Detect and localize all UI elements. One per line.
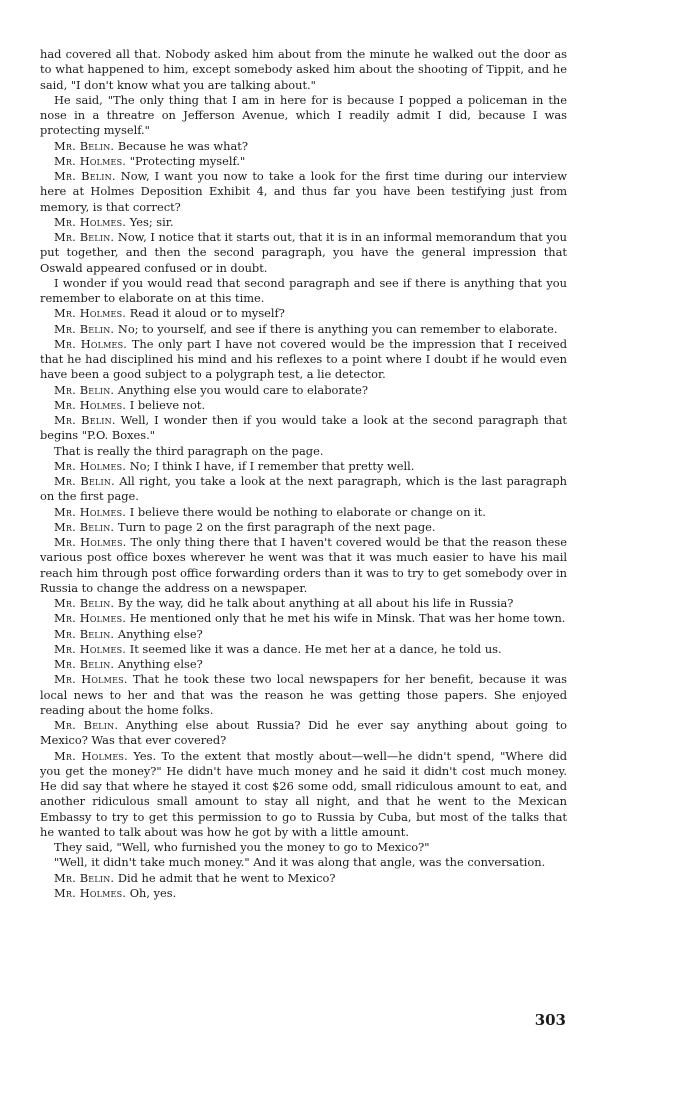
transcript-paragraph bbox=[40, 459, 567, 474]
speaker-label: Mr. Belin. bbox=[54, 718, 119, 732]
transcript-paragraph bbox=[40, 505, 567, 520]
transcript-paragraph bbox=[40, 657, 567, 672]
speaker-label: Mr. Holmes. bbox=[54, 214, 127, 229]
transcript-paragraph bbox=[40, 611, 567, 626]
paragraph-text: Did he admit that he went to Mexico? bbox=[117, 870, 336, 885]
speaker-label: Mr. Holmes. bbox=[54, 306, 127, 321]
paragraph-text: Anything else about Russia? Did he ever say anything about going to Mexico? Was that ever covered? bbox=[40, 718, 568, 748]
paragraph-text: Anything else you would care to elaborate? bbox=[117, 382, 369, 397]
paragraph-text: That is really the third paragraph on the page. bbox=[54, 443, 324, 458]
transcript-paragraph bbox=[40, 672, 567, 718]
speaker-label: Mr. Holmes. bbox=[54, 885, 127, 900]
speaker-label: Mr. Holmes. bbox=[54, 153, 127, 168]
speaker-label: Mr. Belin. bbox=[54, 382, 115, 397]
transcript-paragraph bbox=[40, 383, 567, 398]
speaker-label: Mr. Belin. bbox=[54, 657, 115, 671]
transcript-paragraph bbox=[40, 749, 567, 841]
speaker-label: Mr. Holmes. bbox=[54, 672, 128, 687]
paragraph-text: They said, "Well, who furnished you the money to go to Mexico?" bbox=[54, 840, 430, 854]
paragraph-text: That he took these two local newspapers for her benefit, because it was local news to her and that was the reason he was getting those papers. She enjoyed reading about the home folks. bbox=[40, 672, 567, 717]
paragraph-text: Anything else? bbox=[117, 657, 203, 671]
transcript-paragraph bbox=[40, 47, 567, 93]
transcript-paragraph bbox=[40, 413, 567, 444]
transcript-paragraph bbox=[40, 474, 567, 505]
paragraph-text: No; to yourself, and see if there is anything you can remember to elaborate. bbox=[117, 321, 558, 336]
transcript-paragraph bbox=[40, 520, 567, 535]
paragraph-text: Yes. To the extent that mostly about—well—he didn't spend, "Where did you get the money?" He didn't have much money and he said it didn't cost much money. He did say that where he stayed it cost $26 some odd, small ridiculous amount to eat, and another ridiculous small amount to stay all night, and that he went to the Mexican Embassy to try to get this permission to go to Russia by Cuba, but most of the talks that he wanted to talk about was how he got by with a little amount. bbox=[40, 748, 567, 839]
speaker-label: Mr. Holmes. bbox=[54, 611, 127, 626]
speaker-label: Mr. Holmes. bbox=[54, 504, 127, 519]
speaker-label: Mr. Belin. bbox=[54, 870, 115, 885]
paragraph-text: By the way, did he talk about anything at all about his life in Russia? bbox=[117, 596, 514, 610]
speaker-label: Mr. Holmes. bbox=[54, 397, 127, 412]
paragraph-text: Anything else? bbox=[117, 626, 203, 641]
speaker-label: Mr. Belin. bbox=[54, 413, 116, 427]
transcript-body bbox=[40, 47, 567, 901]
transcript-paragraph bbox=[40, 596, 567, 611]
transcript-paragraph bbox=[40, 337, 567, 383]
transcript-paragraph bbox=[40, 886, 567, 901]
transcript-paragraph bbox=[40, 215, 567, 230]
paragraph-text: I believe not. bbox=[129, 397, 206, 412]
speaker-label: Mr. Belin. bbox=[54, 138, 115, 153]
transcript-paragraph bbox=[40, 398, 567, 413]
speaker-label: Mr. Belin. bbox=[54, 230, 115, 244]
paragraph-text: Yes; sir. bbox=[129, 214, 174, 229]
paragraph-text: He said, "The only thing that I am in here for is because I popped a policeman in the nose in a threatre on Jefferson Avenue, which I readily admit I did, because I was protecting myself." bbox=[40, 92, 567, 138]
paragraph-text: Oh, yes. bbox=[129, 885, 177, 900]
transcript-paragraph bbox=[40, 840, 567, 855]
paragraph-text: "Well, it didn't take much money." And it was along that angle, was the conversation. bbox=[54, 855, 546, 870]
transcript-paragraph bbox=[40, 169, 567, 215]
paragraph-text: No; I think I have, if I remember that pretty well. bbox=[129, 458, 415, 473]
speaker-label: Mr. Belin. bbox=[54, 626, 115, 641]
paragraph-text: "Protecting myself." bbox=[129, 153, 246, 168]
speaker-label: Mr. Belin. bbox=[54, 321, 115, 336]
speaker-label: Mr. Holmes. bbox=[54, 641, 127, 656]
paragraph-text: I wonder if you would read that second paragraph and see if there is anything that you remember to elaborate on at this time. bbox=[40, 275, 567, 305]
transcript-paragraph bbox=[40, 444, 567, 459]
transcript-paragraph bbox=[40, 322, 567, 337]
transcript-paragraph bbox=[40, 306, 567, 321]
paragraph-text: The only thing there that I haven't covered would be that the reason these various post office boxes wherever he went was that it was much easier to have his mail reach him through post office forwarding orders than it was to try to get somebody over in Russia to change the address on a newspaper. bbox=[40, 535, 567, 595]
speaker-label: Mr. Holmes. bbox=[54, 458, 127, 473]
paragraph-text: He mentioned only that he met his wife in Minsk. That was her home town. bbox=[129, 611, 566, 626]
page-number: 303 bbox=[534, 1011, 566, 1029]
paragraph-text: Now, I want you now to take a look for the first time during our interview here at Holmes Deposition Exhibit 4, and thus far you have been testifying just from memory, is that correct? bbox=[40, 169, 568, 214]
paragraph-text: had covered all that. Nobody asked him about from the minute he walked out the door as to what happened to him, except somebody asked him about the shooting of Tippit, and he said, "I don't know what you are talking about." bbox=[40, 47, 567, 92]
transcript-paragraph bbox=[40, 642, 567, 657]
paragraph-text: Now, I notice that it starts out, that it is in an informal memorandum that you put together, and then the second paragraph, you have the general impression that Oswald appeared confused or in doubt. bbox=[40, 230, 567, 275]
speaker-label: Mr. Belin. bbox=[54, 596, 115, 610]
paragraph-text: I believe there would be nothing to elaborate or change on it. bbox=[129, 504, 486, 519]
transcript-paragraph bbox=[40, 871, 567, 886]
speaker-label: Mr. Belin. bbox=[54, 519, 115, 534]
speaker-label: Mr. Belin. bbox=[54, 474, 115, 488]
transcript-paragraph bbox=[40, 139, 567, 154]
paragraph-text: All right, you take a look at the next paragraph, which is the last paragraph on the first page. bbox=[40, 474, 567, 504]
speaker-label: Mr. Holmes. bbox=[54, 535, 127, 549]
transcript-paragraph bbox=[40, 535, 567, 596]
speaker-label: Mr. Holmes. bbox=[54, 336, 128, 351]
speaker-label: Mr. Holmes. bbox=[54, 748, 128, 763]
paragraph-text: Turn to page 2 on the first paragraph of the next page. bbox=[117, 519, 436, 534]
transcript-paragraph bbox=[40, 276, 567, 307]
transcript-paragraph bbox=[40, 855, 567, 870]
transcript-paragraph bbox=[40, 718, 567, 749]
transcript-paragraph bbox=[40, 154, 567, 169]
speaker-label: Mr. Belin. bbox=[54, 169, 116, 183]
paragraph-text: It seemed like it was a dance. He met her at a dance, he told us. bbox=[129, 641, 502, 656]
transcript-paragraph bbox=[40, 230, 567, 276]
paragraph-text: The only part I have not covered would be the impression that I received that he had disciplined his mind and his reflexes to a point where I doubt if he would even have been a good subject to a polygraph test, a lie detector. bbox=[40, 336, 567, 382]
paragraph-text: Because he was what? bbox=[117, 138, 248, 153]
transcript-paragraph bbox=[40, 93, 567, 139]
paragraph-text: Read it aloud or to myself? bbox=[129, 306, 285, 321]
transcript-paragraph bbox=[40, 627, 567, 642]
paragraph-text: Well, I wonder then if you would take a look at the second paragraph that begins "P.O. Boxes." bbox=[40, 413, 568, 443]
